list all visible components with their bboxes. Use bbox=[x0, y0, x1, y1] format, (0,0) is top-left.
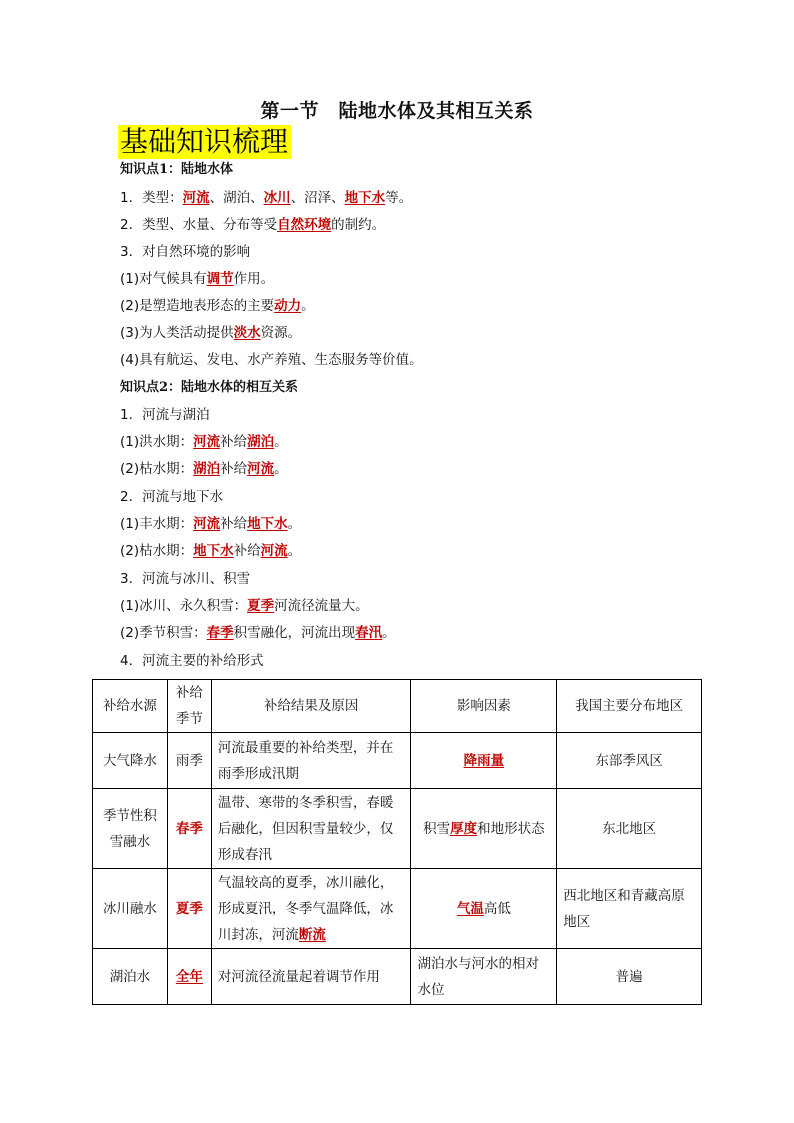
kp2-river-lake-heading: 1．河流与湖泊 bbox=[120, 407, 210, 423]
table-cell: 雨季 bbox=[167, 733, 211, 789]
text: (2)枯水期： bbox=[120, 461, 194, 477]
text: 。 bbox=[287, 543, 302, 559]
answer-blank: 地下水 bbox=[247, 516, 288, 532]
table-cell: 东北地区 bbox=[557, 789, 702, 869]
answer-blank: 调节 bbox=[206, 271, 234, 287]
river-supply-table bbox=[92, 679, 702, 1005]
header-cell: 影响因素 bbox=[411, 680, 557, 733]
answer-blank: 厚度 bbox=[450, 820, 478, 837]
page-title: 第一节 陆地水体及其相互关系 bbox=[260, 100, 534, 122]
text: 和地形状态 bbox=[477, 820, 545, 837]
answer-blank: 河流 bbox=[247, 461, 275, 477]
answer-blank: 春汛 bbox=[355, 625, 383, 641]
text: 补给 bbox=[233, 543, 261, 559]
text: 气温较高的夏季，冰川融化，形成夏汛，冬季气温降低，冰川封冻，河流 bbox=[217, 874, 394, 943]
answer-blank: 河流 bbox=[193, 434, 221, 450]
text: 。 bbox=[287, 516, 302, 532]
answer-blank: 断流 bbox=[298, 926, 326, 943]
text: 补给 bbox=[220, 461, 248, 477]
kp2-river-groundwater-dry bbox=[120, 541, 301, 561]
text: 2．类型、水量、分布等受 bbox=[120, 217, 278, 233]
table-cell bbox=[411, 869, 557, 949]
text: (3)为人类活动提供 bbox=[120, 325, 234, 341]
kp1-influence-heading: 3．对自然环境的影响 bbox=[120, 244, 251, 260]
text: 。 bbox=[301, 298, 315, 314]
answer-blank: 湖泊 bbox=[247, 434, 275, 450]
table-cell: 冰川融水 bbox=[93, 869, 168, 949]
text: 等。 bbox=[385, 190, 413, 206]
kp2-river-lake-dry bbox=[120, 459, 288, 479]
answer-blank: 夏季 bbox=[247, 598, 275, 614]
table-cell: 对河流径流量起着调节作用 bbox=[211, 949, 411, 1005]
kp1-influence-3 bbox=[120, 323, 301, 343]
table-row bbox=[93, 789, 702, 869]
table-cell: 季节性积雪融水 bbox=[93, 789, 168, 869]
text: (1)冰川、永久积雪： bbox=[120, 598, 248, 614]
table-cell bbox=[211, 869, 411, 949]
kp1-influence-2 bbox=[120, 296, 315, 316]
table-cell: 温带、寒带的冬季积雪，春暖后融化，但因积雪量较少，仅形成春汛 bbox=[211, 789, 411, 869]
text: 1．类型： bbox=[120, 190, 183, 206]
text: 补给 bbox=[220, 516, 248, 532]
kp1-type-line bbox=[120, 188, 412, 208]
answer-blank: 河流 bbox=[260, 543, 288, 559]
answer-blank: 全年 bbox=[175, 968, 203, 985]
answer-blank: 降雨量 bbox=[463, 752, 505, 769]
text: 作用。 bbox=[233, 271, 275, 287]
table-cell bbox=[167, 789, 211, 869]
text: 。 bbox=[274, 461, 288, 477]
kp1-influence-4: (4)具有航运、发电、水产养殖、生态服务等价值。 bbox=[120, 352, 423, 368]
kp1-constraint-line bbox=[120, 215, 385, 235]
text: 、湖泊、 bbox=[209, 190, 264, 206]
answer-blank: 气温 bbox=[456, 900, 484, 917]
text: (2)是塑造地表形态的主要 bbox=[120, 298, 275, 314]
header-cell: 补给季节 bbox=[167, 680, 211, 733]
answer-blank: 河流 bbox=[193, 516, 221, 532]
answer-blank: 春季 bbox=[206, 625, 234, 641]
table-cell: 大气降水 bbox=[93, 733, 168, 789]
answer-blank: 自然环境 bbox=[277, 217, 332, 233]
text: 资源。 bbox=[260, 325, 302, 341]
kp2-river-glacier-heading: 3．河流与冰川、积雪 bbox=[120, 571, 251, 587]
table-row bbox=[93, 869, 702, 949]
answer-blank: 地下水 bbox=[344, 190, 386, 206]
kp1-heading: 知识点1：陆地水体 bbox=[120, 162, 234, 177]
text: (1)丰水期： bbox=[120, 516, 194, 532]
text: (1)对气候具有 bbox=[120, 271, 207, 287]
kp1-influence-1 bbox=[120, 269, 274, 289]
answer-blank: 冰川 bbox=[263, 190, 291, 206]
text: 补给 bbox=[220, 434, 248, 450]
answer-blank: 湖泊 bbox=[193, 461, 221, 477]
table-cell: 湖泊水与河水的相对水位 bbox=[411, 949, 557, 1005]
text: 积雪 bbox=[423, 820, 451, 837]
header-cell: 补给水源 bbox=[93, 680, 168, 733]
header-cell: 补给结果及原因 bbox=[211, 680, 411, 733]
table-cell bbox=[411, 733, 557, 789]
kp2-heading: 知识点2：陆地水体的相互关系 bbox=[120, 380, 299, 395]
text: 高低 bbox=[483, 900, 511, 917]
header-cell: 我国主要分布地区 bbox=[557, 680, 702, 733]
table-header-row bbox=[93, 680, 702, 733]
table-cell: 东部季风区 bbox=[557, 733, 702, 789]
kp2-river-glacier-permanent bbox=[120, 596, 369, 616]
text: 积雪融化，河流出现 bbox=[233, 625, 356, 641]
text: (2)季节积雪： bbox=[120, 625, 207, 641]
answer-blank: 春季 bbox=[175, 820, 203, 837]
table-cell: 湖泊水 bbox=[93, 949, 168, 1005]
text: 、沼泽、 bbox=[290, 190, 345, 206]
table-row bbox=[93, 733, 702, 789]
answer-blank: 动力 bbox=[274, 298, 302, 314]
answer-blank: 地下水 bbox=[193, 543, 234, 559]
kp2-river-lake-flood bbox=[120, 432, 288, 452]
section-banner: 基础知识梳理 bbox=[118, 125, 291, 159]
text: 。 bbox=[382, 625, 396, 641]
answer-blank: 夏季 bbox=[175, 900, 203, 917]
table-cell: 西北地区和青藏高原地区 bbox=[557, 869, 702, 949]
table-row bbox=[93, 949, 702, 1005]
table-cell bbox=[411, 789, 557, 869]
text: (2)枯水期： bbox=[120, 543, 194, 559]
text: 的制约。 bbox=[331, 217, 386, 233]
text: 。 bbox=[274, 434, 288, 450]
text: (1)洪水期： bbox=[120, 434, 194, 450]
table-cell bbox=[167, 949, 211, 1005]
table-cell bbox=[167, 869, 211, 949]
kp2-river-glacier-seasonal bbox=[120, 623, 396, 643]
table-cell: 普遍 bbox=[557, 949, 702, 1005]
kp2-supply-forms-heading: 4．河流主要的补给形式 bbox=[120, 653, 264, 669]
table-cell: 河流最重要的补给类型，并在雨季形成汛期 bbox=[211, 733, 411, 789]
kp2-river-groundwater-heading: 2．河流与地下水 bbox=[120, 489, 224, 505]
text: 河流径流量大。 bbox=[274, 598, 369, 614]
answer-blank: 河流 bbox=[182, 190, 210, 206]
answer-blank: 淡水 bbox=[233, 325, 261, 341]
kp2-river-groundwater-wet bbox=[120, 514, 301, 534]
